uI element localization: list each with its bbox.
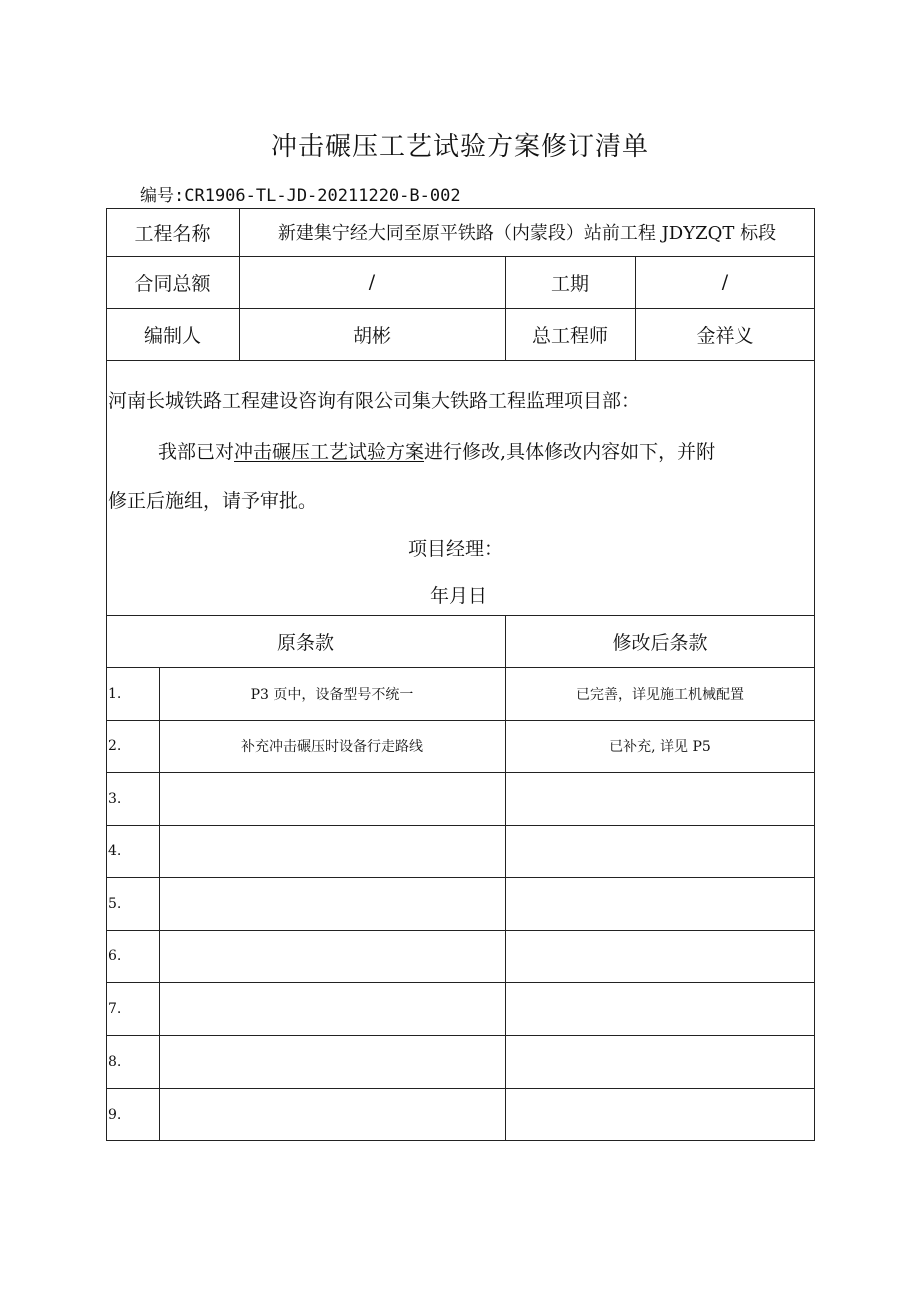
project-name-value: 新建集宁经大同至原平铁路（内蒙段）站前工程 JDYZQT 标段: [277, 223, 777, 244]
duration-label: 工期: [550, 272, 589, 295]
revision-revised: [505, 825, 815, 877]
revision-original: [159, 772, 505, 825]
revision-original: [159, 1088, 505, 1141]
revision-row-number: 5.: [108, 895, 122, 912]
revision-row-number: 9.: [108, 1106, 122, 1123]
revision-original: [159, 982, 505, 1035]
revision-revised: [505, 982, 815, 1035]
revision-row-number: 7.: [108, 1000, 122, 1017]
letter-body-suffix: 进行修改,具体修改内容如下，并附: [424, 441, 716, 463]
revision-row-number: 1.: [108, 685, 122, 702]
revision-row-number: 2.: [108, 738, 122, 754]
original-clause-header: 原条款: [276, 631, 334, 654]
revision-original: P3 页中，设备型号不统一: [250, 686, 414, 703]
duration-value: /: [721, 271, 729, 293]
revised-clause-header: 修改后条款: [612, 631, 708, 654]
revision-revised: 已补充, 详见 P5: [609, 739, 711, 755]
project-manager-signature: 项目经理：: [408, 538, 504, 560]
chief-engineer-label: 总工程师: [531, 324, 608, 347]
revision-revised: [505, 877, 815, 930]
letter-body-underlined: 冲击碾压工艺试验方案: [234, 441, 425, 463]
revision-original: 补充冲击碾压时设备行走路线: [241, 739, 423, 755]
author-value: 胡彬: [352, 324, 391, 347]
revision-revised: 已完善，详见施工机械配置: [576, 686, 744, 703]
revision-original: [159, 825, 505, 877]
revision-original: [159, 1035, 505, 1088]
row-divider: [106, 360, 815, 361]
document-title: 冲击碾压工艺试验方案修订清单: [270, 132, 649, 162]
revision-row-number: 3.: [108, 790, 122, 807]
letter-date: 年月日: [430, 585, 488, 607]
revision-revised: [505, 1088, 815, 1141]
contract-amount-label: 合同总额: [134, 272, 211, 295]
revision-revised: [505, 930, 815, 982]
author-label: 编制人: [143, 324, 201, 347]
document-number: 编号:CR1906-TL-JD-20211220-B-002: [140, 186, 461, 206]
letter-body-line2: 修正后施组，请予审批。: [108, 490, 318, 512]
letter-body-line1: [158, 437, 715, 464]
revision-row-number: 6.: [108, 948, 122, 964]
contract-amount-value: /: [368, 271, 376, 293]
revision-revised: [505, 772, 815, 825]
revision-revised: [505, 1035, 815, 1088]
letter-body-prefix: 我部已对: [158, 441, 235, 463]
project-name-label: 工程名称: [134, 222, 211, 245]
revision-original: [159, 877, 505, 930]
revision-row-number: 8.: [108, 1053, 122, 1070]
letter-addressee: 河南长城铁路工程建设咨询有限公司集大铁路工程监理项目部：: [108, 390, 641, 412]
revision-row-number: 4.: [108, 843, 122, 859]
revision-original: [159, 930, 505, 982]
chief-engineer-value: 金祥义: [696, 324, 754, 347]
